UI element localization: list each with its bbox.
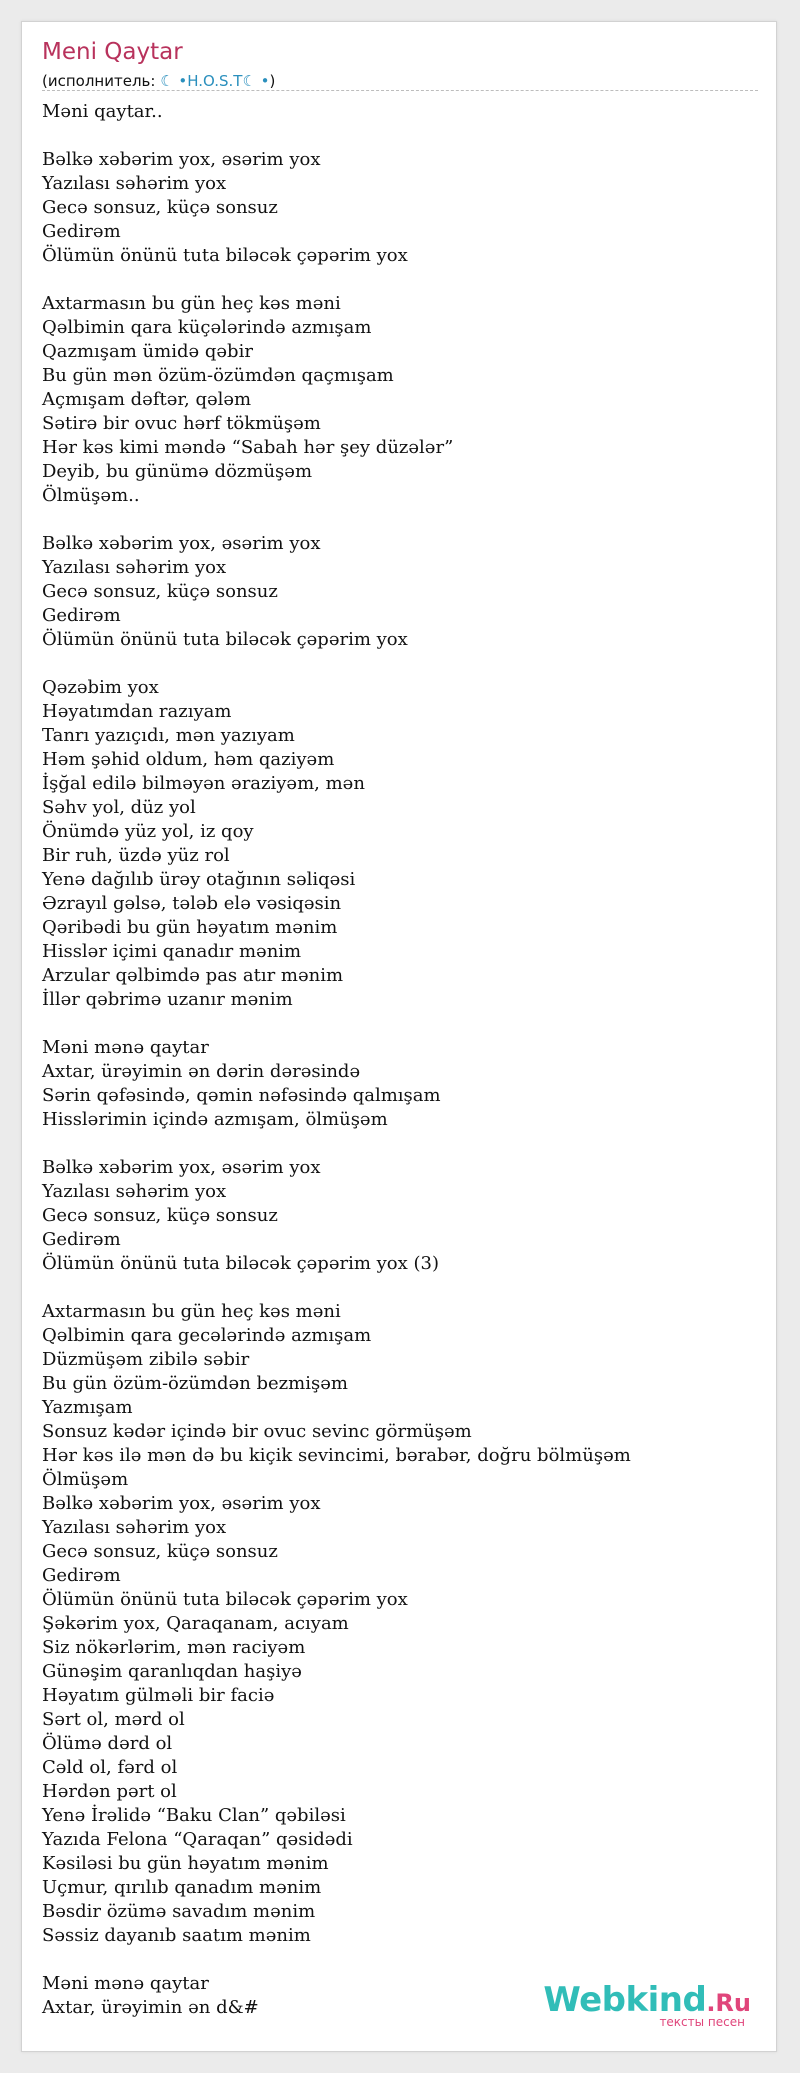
lyric-line: Yazılası səhərim yox xyxy=(42,1181,227,1202)
lyric-line xyxy=(42,1276,762,1300)
lyric-line: Məni mənə qaytar xyxy=(42,1037,209,1058)
lyrics-card xyxy=(21,21,777,2052)
lyric-line xyxy=(42,652,762,676)
lyric-line: Bu gün mən özüm-özümdən qaçmışam xyxy=(42,365,394,386)
logo-tld-text: .Ru xyxy=(706,1989,751,2017)
artist-line xyxy=(42,72,275,90)
lyric-line: Axtar, ürəyimin ən d&# xyxy=(42,1997,259,2018)
lyric-line: Səssiz dayanıb saatım mənim xyxy=(42,1925,311,1946)
lyric-line: Yazılası səhərim yox xyxy=(42,1517,227,1538)
lyric-line: İşğal edilə bilməyən əraziyəm, mən xyxy=(42,773,365,794)
lyric-line: Məni qaytar.. xyxy=(42,101,163,122)
lyric-line: Məni mənə qaytar xyxy=(42,1973,209,1994)
webkind-logo[interactable] xyxy=(543,1982,751,2029)
lyric-line: Qəlbimin qara küçələrində azmışam xyxy=(42,317,372,338)
lyric-line: Axtarmasın bu gün heç kəs məni xyxy=(42,293,341,314)
lyric-line: Ölümə dərd ol xyxy=(42,1733,173,1754)
lyric-line: Gedirəm xyxy=(42,605,121,626)
lyric-line: Bir ruh, üzdə yüz rol xyxy=(42,845,230,866)
lyric-line: Həm şəhid oldum, həm qaziyəm xyxy=(42,749,335,770)
lyric-line: Yazmışam xyxy=(42,1397,133,1418)
lyric-line: Hərdən pərt ol xyxy=(42,1781,177,1802)
lyric-line: Ölmüşəm.. xyxy=(42,485,140,506)
lyric-line: Səhv yol, düz yol xyxy=(42,797,196,818)
lyric-line: Yenə dağılıb ürəy otağının səliqəsi xyxy=(42,869,356,890)
lyric-line: Günəşim qaranlıqdan haşiyə xyxy=(42,1661,302,1682)
artist-prefix: (исполнитель: xyxy=(42,72,161,90)
lyric-line: Düzmüşəm zibilə səbir xyxy=(42,1349,250,1370)
lyric-line: Bəlkə xəbərim yox, əsərim yox xyxy=(42,1157,321,1178)
lyric-line: Qazmışam ümidə qəbir xyxy=(42,341,253,362)
lyric-line: Bəlkə xəbərim yox, əsərim yox xyxy=(42,1493,321,1514)
header-divider xyxy=(42,90,758,91)
lyric-line: Qəzəbim yox xyxy=(42,677,159,698)
lyric-line: Gedirəm xyxy=(42,1229,121,1250)
lyric-line xyxy=(42,124,762,148)
lyric-line: İllər qəbrimə uzanır mənim xyxy=(42,989,293,1010)
lyric-line: Gecə sonsuz, küçə sonsuz xyxy=(42,1541,278,1562)
lyric-line: Ölümün önünü tuta biləcək çəpərim yox xyxy=(42,1589,408,1610)
lyric-line: Hər kəs kimi məndə “Sabah hər şey düzələr” xyxy=(42,437,454,458)
artist-suffix: ) xyxy=(269,72,276,90)
lyric-line: Gecə sonsuz, küçə sonsuz xyxy=(42,1205,278,1226)
lyric-line xyxy=(42,268,762,292)
lyric-line: Gecə sonsuz, küçə sonsuz xyxy=(42,581,278,602)
lyric-line: Açmışam dəftər, qələm xyxy=(42,389,252,410)
lyric-line: Tanrı yazıçıdı, mən yazıyam xyxy=(42,725,295,746)
lyric-line: Bəlkə xəbərim yox, əsərim yox xyxy=(42,533,321,554)
lyric-line xyxy=(42,1012,762,1036)
lyric-line: Kəsiləsi bu gün həyatım mənim xyxy=(42,1853,329,1874)
lyric-line: Sətirə bir ovuc hərf tökmüşəm xyxy=(42,413,321,434)
lyric-line: Həyatımdan razıyam xyxy=(42,701,232,722)
lyric-line: Gedirəm xyxy=(42,221,121,242)
lyric-line: Bəlkə xəbərim yox, əsərim yox xyxy=(42,149,321,170)
lyric-line: Ölümün önünü tuta biləcək çəpərim yox xyxy=(42,629,408,650)
lyric-line xyxy=(42,1132,762,1156)
lyric-line: Şəkərim yox, Qaraqanam, acıyam xyxy=(42,1613,349,1634)
lyric-line: Deyib, bu günümə dözmüşəm xyxy=(42,461,313,482)
lyric-line: Önümdə yüz yol, iz qoy xyxy=(42,821,254,842)
artist-link[interactable]: ☾ •H.O.S.T☾ • xyxy=(160,72,270,90)
lyric-line: Yenə İrəlidə “Baku Clan” qəbiləsi xyxy=(42,1805,346,1826)
lyric-line: Arzular qəlbimdə pas atır mənim xyxy=(42,965,344,986)
lyric-line: Cəld ol, fərd ol xyxy=(42,1757,178,1778)
lyric-line: Uçmur, qırılıb qanadım mənim xyxy=(42,1877,322,1898)
lyric-line: Sonsuz kədər içində bir ovuc sevinc görmüşəm xyxy=(42,1421,472,1442)
lyric-line: Hər kəs ilə mən də bu kiçik sevincimi, bərabər, doğru bölmüşəm xyxy=(42,1445,631,1466)
lyric-line: Əzrayıl gəlsə, tələb elə vəsiqəsin xyxy=(42,893,342,914)
lyric-line: Qəribədi bu gün həyatım mənim xyxy=(42,917,338,938)
lyric-line: Hisslər içimi qanadır mənim xyxy=(42,941,302,962)
lyric-line: Sərt ol, mərd ol xyxy=(42,1709,185,1730)
lyric-line xyxy=(42,1948,762,1972)
lyric-line: Hisslərimin içində azmışam, ölmüşəm xyxy=(42,1109,388,1130)
lyric-line: Yazılası səhərim yox xyxy=(42,173,227,194)
lyric-line: Gedirəm xyxy=(42,1565,121,1586)
lyric-line: Həyatım gülməli bir faciə xyxy=(42,1685,275,1706)
lyric-line: Siz nökərlərim, mən raciyəm xyxy=(42,1637,306,1658)
lyric-line: Yazıda Felona “Qaraqan” qəsidədi xyxy=(42,1829,353,1850)
song-title: Meni Qaytar xyxy=(42,39,183,65)
lyric-line: Yazılası səhərim yox xyxy=(42,557,227,578)
lyrics-text xyxy=(42,100,762,2020)
lyric-line: Bəsdir özümə savadım mənim xyxy=(42,1901,316,1922)
lyric-line: Axtarmasın bu gün heç kəs məni xyxy=(42,1301,341,1322)
lyric-line xyxy=(42,508,762,532)
logo-main-text: Webkind xyxy=(543,1980,707,2020)
lyric-line: Qəlbimin qara gecələrində azmışam xyxy=(42,1325,372,1346)
lyric-line: Ölümün önünü tuta biləcək çəpərim yox (3) xyxy=(42,1253,440,1274)
lyric-line: Sərin qəfəsində, qəmin nəfəsində qalmışam xyxy=(42,1085,441,1106)
lyric-line: Ölmüşəm xyxy=(42,1469,129,1490)
logo-tagline: тексты песен xyxy=(659,2015,745,2029)
lyric-line: Bu gün özüm-özümdən bezmişəm xyxy=(42,1373,348,1394)
lyric-line: Ölümün önünü tuta biləcək çəpərim yox xyxy=(42,245,408,266)
lyric-line: Axtar, ürəyimin ən dərin dərəsində xyxy=(42,1061,361,1082)
lyric-line: Gecə sonsuz, küçə sonsuz xyxy=(42,197,278,218)
